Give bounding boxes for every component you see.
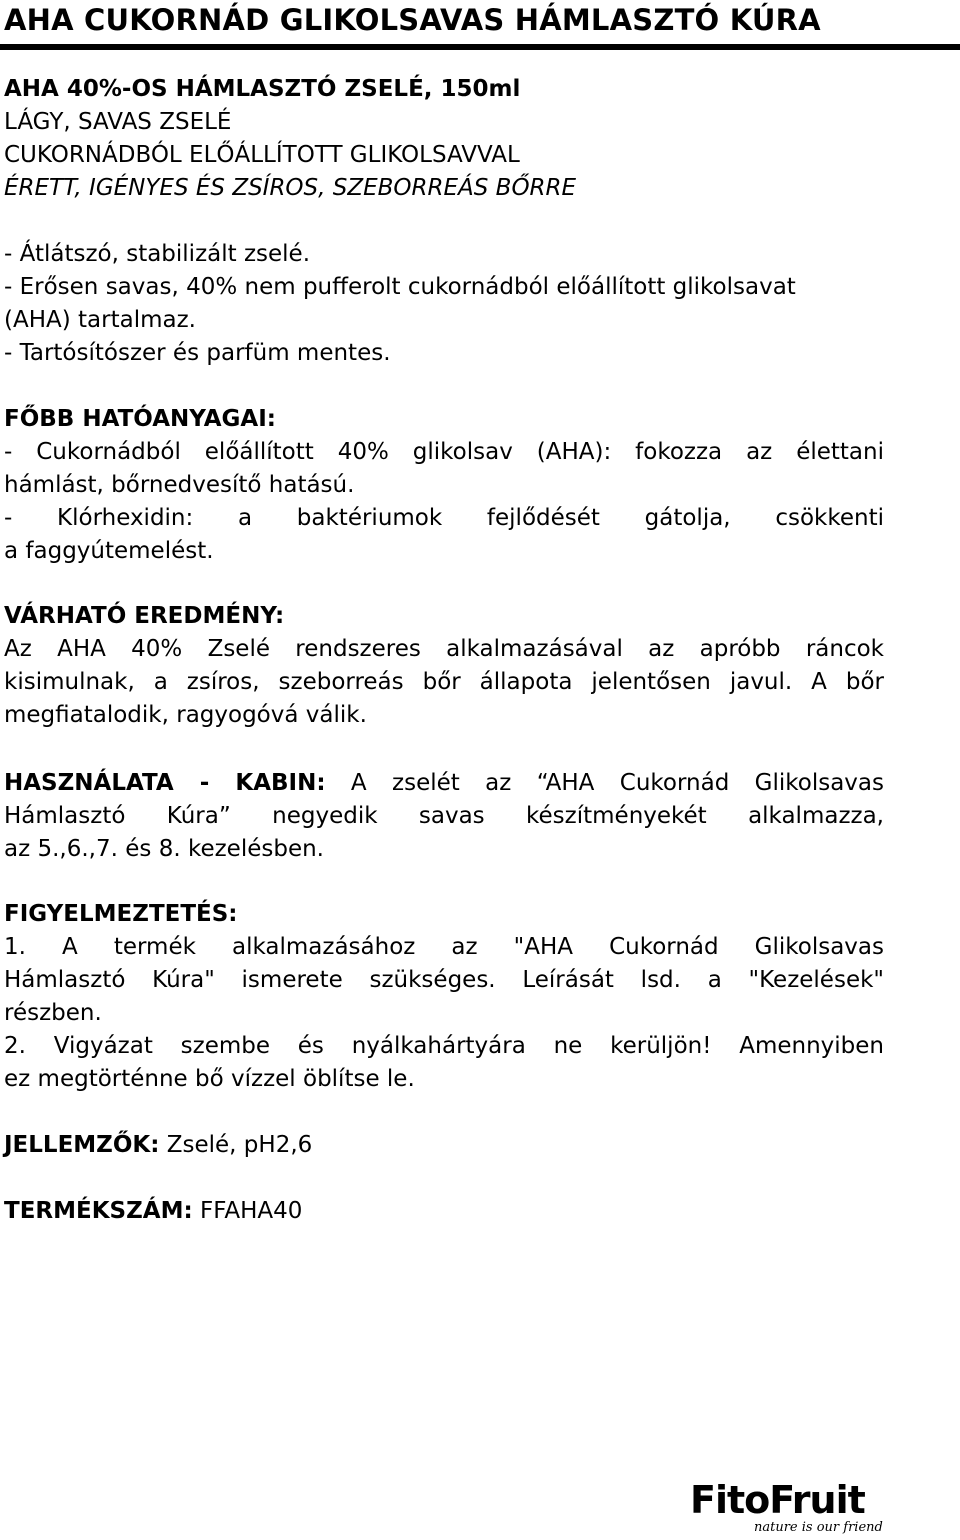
properties-value: Zselé, pH2,6	[166, 1132, 313, 1158]
ingredient-item: - Cukornádból előállított 40% glikolsav (AHA): fokozza az élettani	[4, 439, 884, 465]
ingredient-item-continued: a faggyútemelést.	[4, 538, 214, 564]
usage-section	[4, 767, 884, 866]
ingredient-item-continued: hámlást, bőrnedvesítő hatású.	[4, 472, 355, 498]
product-subtitle: CUKORNÁDBÓL ELŐÁLLÍTOTT GLIKOLSAVVAL	[4, 142, 520, 168]
logo-brand: FitoFruit	[690, 1478, 865, 1522]
product-header	[4, 73, 884, 205]
fitofruit-logo	[690, 1478, 890, 1540]
properties-label: JELLEMZŐK:	[4, 1132, 160, 1158]
result-section	[4, 600, 884, 732]
result-heading: VÁRHATÓ EREDMÉNY:	[4, 603, 285, 629]
feature-item: - Tartósítószer és parfüm mentes.	[4, 340, 391, 366]
feature-item-continued: (AHA) tartalmaz.	[4, 307, 196, 333]
usage-label: HASZNÁLATA - KABIN:	[4, 770, 326, 796]
ingredients-heading: FŐBB HATÓANYAGAI:	[4, 406, 276, 432]
feature-item: - Átlátszó, stabilizált zselé.	[4, 241, 311, 267]
warning-item-continued: Hámlasztó Kúra" ismerete szükséges. Leírását lsd. a "Kezelések"	[4, 967, 884, 993]
warning-section	[4, 898, 884, 1096]
result-text: kisimulnak, a zsíros, szeborreás bőr állapota jelentősen javul. A bőr	[4, 669, 884, 695]
usage-line	[4, 767, 884, 800]
usage-text: az 5.,6.,7. és 8. kezelésben.	[4, 836, 324, 862]
logo-tagline: nature is our friend	[754, 1520, 883, 1535]
warning-item: 2. Vigyázat szembe és nyálkahártyára ne kerüljön! Amennyiben	[4, 1033, 884, 1059]
product-number-line	[4, 1195, 884, 1228]
ingredients-section	[4, 403, 884, 568]
features-list	[4, 238, 884, 370]
warning-item: 1. A termék alkalmazásához az "AHA Cukornád Glikolsavas	[4, 934, 884, 960]
warning-item-continued: részben.	[4, 1000, 102, 1026]
warning-item-continued: ez megtörténne bő vízzel öblítse le.	[4, 1066, 415, 1092]
result-text: Az AHA 40% Zselé rendszeres alkalmazásával az apróbb ráncok	[4, 636, 884, 662]
product-name: AHA 40%-OS HÁMLASZTÓ ZSELÉ, 150ml	[4, 76, 521, 102]
warning-heading: FIGYELMEZTETÉS:	[4, 901, 238, 927]
feature-item: - Erősen savas, 40% nem pufferolt cukornádból előállított glikolsavat	[4, 274, 796, 300]
usage-text: A zselét az “AHA Cukornád Glikolsavas	[350, 770, 884, 796]
document-title: AHA CUKORNÁD GLIKOLSAVAS HÁMLASZTÓ KÚRA	[4, 3, 821, 37]
ingredient-item: - Klórhexidin: a baktériumok fejlődését gátolja, csökkenti	[4, 505, 884, 531]
product-number-value: FFAHA40	[199, 1198, 303, 1224]
result-text: megfiatalodik, ragyogóvá válik.	[4, 702, 367, 728]
product-subtitle: LÁGY, SAVAS ZSELÉ	[4, 109, 232, 135]
usage-text: Hámlasztó Kúra” negyedik savas készítményekét alkalmazza,	[4, 803, 884, 829]
product-number-label: TERMÉKSZÁM:	[4, 1198, 193, 1224]
properties-line	[4, 1129, 884, 1162]
product-target-skin: ÉRETT, IGÉNYES ÉS ZSÍROS, SZEBORREÁS BŐRRE	[4, 175, 577, 201]
title-underline	[0, 44, 960, 50]
